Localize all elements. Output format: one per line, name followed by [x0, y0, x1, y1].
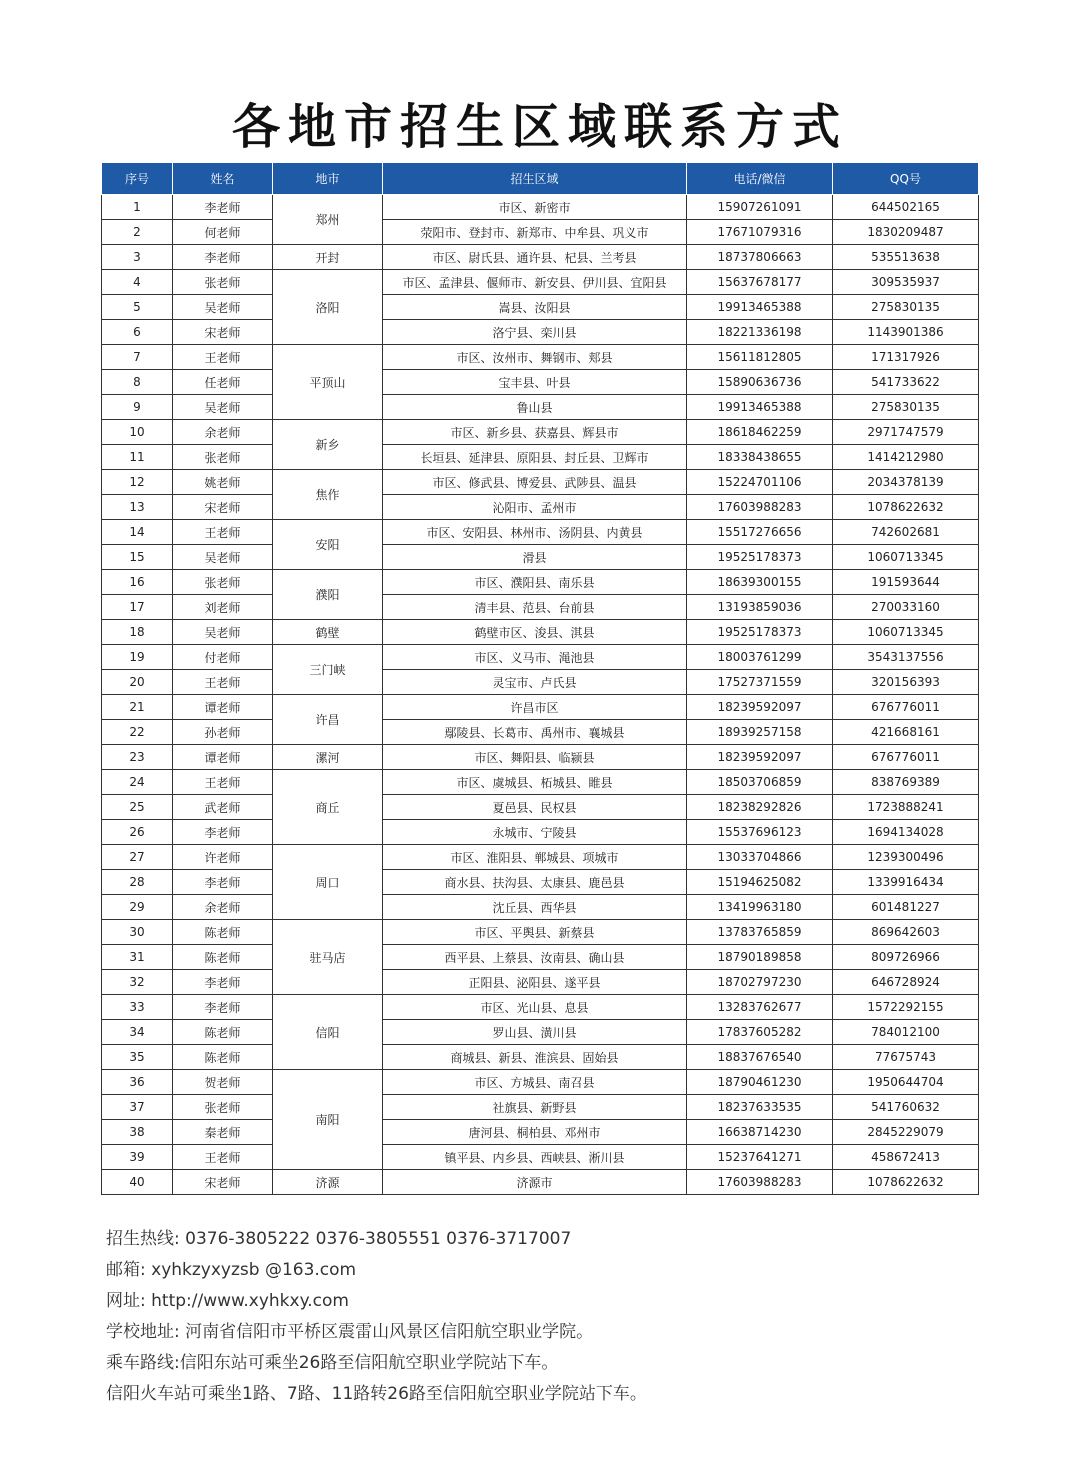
- table-row: [102, 395, 979, 420]
- phone-cell: 15237641271: [687, 1145, 833, 1170]
- header-city: 地市: [273, 163, 383, 195]
- qq-cell: 646728924: [833, 970, 979, 995]
- phone-cell: 19913465388: [687, 395, 833, 420]
- area-cell: 沈丘县、西华县: [383, 895, 687, 920]
- area-cell: 荥阳市、登封市、新郑市、中牟县、巩义市: [383, 220, 687, 245]
- phone-cell: 18618462259: [687, 420, 833, 445]
- row-number: 4: [102, 270, 173, 295]
- qq-cell: 676776011: [833, 695, 979, 720]
- phone-cell: 18239592097: [687, 745, 833, 770]
- phone-cell: 19913465388: [687, 295, 833, 320]
- teacher-name: 陈老师: [173, 945, 273, 970]
- teacher-name: 李老师: [173, 820, 273, 845]
- table-row: [102, 870, 979, 895]
- area-cell: 正阳县、泌阳县、遂平县: [383, 970, 687, 995]
- teacher-name: 陈老师: [173, 1020, 273, 1045]
- header-area: 招生区域: [383, 163, 687, 195]
- table-row: [102, 595, 979, 620]
- city-cell: 平顶山: [273, 345, 383, 420]
- phone-cell: 18790189858: [687, 945, 833, 970]
- row-number: 33: [102, 995, 173, 1020]
- phone-cell: 13283762677: [687, 995, 833, 1020]
- table-row: [102, 1120, 979, 1145]
- phone-cell: 15637678177: [687, 270, 833, 295]
- row-number: 1: [102, 195, 173, 220]
- area-cell: 市区、尉氏县、通许县、杞县、兰考县: [383, 245, 687, 270]
- qq-cell: 1950644704: [833, 1070, 979, 1095]
- area-cell: 市区、义马市、渑池县: [383, 645, 687, 670]
- row-number: 36: [102, 1070, 173, 1095]
- area-cell: 市区、光山县、息县: [383, 995, 687, 1020]
- area-cell: 灵宝市、卢氏县: [383, 670, 687, 695]
- header-qq: QQ号: [833, 163, 979, 195]
- phone-cell: 17527371559: [687, 670, 833, 695]
- city-cell: 三门峡: [273, 645, 383, 695]
- qq-cell: 2034378139: [833, 470, 979, 495]
- area-cell: 沁阳市、孟州市: [383, 495, 687, 520]
- phone-cell: 18221336198: [687, 320, 833, 345]
- city-cell: 信阳: [273, 995, 383, 1070]
- city-cell: 周口: [273, 845, 383, 920]
- row-number: 39: [102, 1145, 173, 1170]
- qq-cell: 1060713345: [833, 620, 979, 645]
- phone-cell: 13193859036: [687, 595, 833, 620]
- qq-cell: 1572292155: [833, 995, 979, 1020]
- area-cell: 市区、舞阳县、临颍县: [383, 745, 687, 770]
- qq-cell: 421668161: [833, 720, 979, 745]
- phone-cell: 18239592097: [687, 695, 833, 720]
- table-row: [102, 645, 979, 670]
- table-row: [102, 1020, 979, 1045]
- table-row: [102, 495, 979, 520]
- teacher-name: 姚老师: [173, 470, 273, 495]
- phone-cell: 13419963180: [687, 895, 833, 920]
- teacher-name: 陈老师: [173, 920, 273, 945]
- area-cell: 市区、安阳县、林州市、汤阴县、内黄县: [383, 520, 687, 545]
- qq-cell: 784012100: [833, 1020, 979, 1045]
- qq-cell: 1339916434: [833, 870, 979, 895]
- table-row: [102, 1170, 979, 1195]
- qq-cell: 742602681: [833, 520, 979, 545]
- qq-cell: 270033160: [833, 595, 979, 620]
- area-cell: 洛宁县、栾川县: [383, 320, 687, 345]
- teacher-name: 宋老师: [173, 495, 273, 520]
- table-row: [102, 345, 979, 370]
- contact-footer: [106, 1224, 1006, 1410]
- row-number: 12: [102, 470, 173, 495]
- phone-cell: 16638714230: [687, 1120, 833, 1145]
- area-cell: 市区、新密市: [383, 195, 687, 220]
- table-row: [102, 670, 979, 695]
- teacher-name: 谭老师: [173, 695, 273, 720]
- qq-cell: 275830135: [833, 295, 979, 320]
- qq-cell: 1723888241: [833, 795, 979, 820]
- hotline-text: 招生热线: 0376-3805222 0376-3805551 0376-3717007: [106, 1229, 572, 1249]
- table-row: [102, 1095, 979, 1120]
- table-body: [102, 195, 979, 1195]
- row-number: 32: [102, 970, 173, 995]
- table-row: [102, 320, 979, 345]
- area-cell: 唐河县、桐柏县、邓州市: [383, 1120, 687, 1145]
- qq-cell: 838769389: [833, 770, 979, 795]
- area-cell: 罗山县、潢川县: [383, 1020, 687, 1045]
- row-number: 20: [102, 670, 173, 695]
- teacher-name: 李老师: [173, 970, 273, 995]
- row-number: 38: [102, 1120, 173, 1145]
- table-row: [102, 245, 979, 270]
- area-cell: 西平县、上蔡县、汝南县、确山县: [383, 945, 687, 970]
- teacher-name: 吴老师: [173, 395, 273, 420]
- area-cell: 鹤壁市区、浚县、淇县: [383, 620, 687, 645]
- phone-cell: 19525178373: [687, 545, 833, 570]
- table-row: [102, 795, 979, 820]
- qq-cell: 320156393: [833, 670, 979, 695]
- table-row: [102, 1145, 979, 1170]
- qq-cell: 191593644: [833, 570, 979, 595]
- teacher-name: 王老师: [173, 670, 273, 695]
- teacher-name: 张老师: [173, 270, 273, 295]
- area-cell: 市区、修武县、博爱县、武陟县、温县: [383, 470, 687, 495]
- table-row: [102, 920, 979, 945]
- area-cell: 嵩县、汝阳县: [383, 295, 687, 320]
- row-number: 25: [102, 795, 173, 820]
- row-number: 27: [102, 845, 173, 870]
- area-cell: 市区、新乡县、获嘉县、辉县市: [383, 420, 687, 445]
- teacher-name: 王老师: [173, 1145, 273, 1170]
- qq-cell: 275830135: [833, 395, 979, 420]
- teacher-name: 秦老师: [173, 1120, 273, 1145]
- teacher-name: 陈老师: [173, 1045, 273, 1070]
- phone-cell: 18003761299: [687, 645, 833, 670]
- area-cell: 市区、方城县、南召县: [383, 1070, 687, 1095]
- area-cell: 社旗县、新野县: [383, 1095, 687, 1120]
- table-row: [102, 820, 979, 845]
- route-text-2: 信阳火车站可乘坐1路、7路、11路转26路至信阳航空职业学院站下车。: [106, 1384, 647, 1404]
- area-cell: 商水县、扶沟县、太康县、鹿邑县: [383, 870, 687, 895]
- row-number: 37: [102, 1095, 173, 1120]
- row-number: 26: [102, 820, 173, 845]
- teacher-name: 余老师: [173, 895, 273, 920]
- qq-cell: 601481227: [833, 895, 979, 920]
- row-number: 23: [102, 745, 173, 770]
- phone-cell: 15907261091: [687, 195, 833, 220]
- table-row: [102, 470, 979, 495]
- row-number: 2: [102, 220, 173, 245]
- teacher-name: 许老师: [173, 845, 273, 870]
- qq-cell: 1694134028: [833, 820, 979, 845]
- qq-cell: 77675743: [833, 1045, 979, 1070]
- phone-cell: 15611812805: [687, 345, 833, 370]
- table-row: [102, 620, 979, 645]
- teacher-name: 何老师: [173, 220, 273, 245]
- website-text: 网址: http://www.xyhkxy.com: [106, 1291, 349, 1311]
- area-cell: 宝丰县、叶县: [383, 370, 687, 395]
- table-row: [102, 1070, 979, 1095]
- row-number: 3: [102, 245, 173, 270]
- city-cell: 安阳: [273, 520, 383, 570]
- area-cell: 市区、平舆县、新蔡县: [383, 920, 687, 945]
- qq-cell: 1239300496: [833, 845, 979, 870]
- city-cell: 新乡: [273, 420, 383, 470]
- qq-cell: 1078622632: [833, 495, 979, 520]
- qq-cell: 644502165: [833, 195, 979, 220]
- header-no: 序号: [102, 163, 173, 195]
- teacher-name: 王老师: [173, 520, 273, 545]
- teacher-name: 孙老师: [173, 720, 273, 745]
- qq-cell: 309535937: [833, 270, 979, 295]
- row-number: 21: [102, 695, 173, 720]
- area-cell: 长垣县、延津县、原阳县、封丘县、卫辉市: [383, 445, 687, 470]
- qq-cell: 1143901386: [833, 320, 979, 345]
- city-cell: 漯河: [273, 745, 383, 770]
- area-cell: 商城县、新县、淮滨县、固始县: [383, 1045, 687, 1070]
- city-cell: 商丘: [273, 770, 383, 845]
- phone-cell: 19525178373: [687, 620, 833, 645]
- qq-cell: 171317926: [833, 345, 979, 370]
- table-row: [102, 720, 979, 745]
- qq-cell: 535513638: [833, 245, 979, 270]
- city-cell: 开封: [273, 245, 383, 270]
- qq-cell: 2971747579: [833, 420, 979, 445]
- qq-cell: 1060713345: [833, 545, 979, 570]
- area-cell: 滑县: [383, 545, 687, 570]
- table-row: [102, 695, 979, 720]
- area-cell: 鄢陵县、长葛市、禹州市、襄城县: [383, 720, 687, 745]
- area-cell: 鲁山县: [383, 395, 687, 420]
- teacher-name: 宋老师: [173, 320, 273, 345]
- phone-cell: 18790461230: [687, 1070, 833, 1095]
- phone-cell: 18237633535: [687, 1095, 833, 1120]
- teacher-name: 李老师: [173, 195, 273, 220]
- phone-cell: 15537696123: [687, 820, 833, 845]
- phone-cell: 15224701106: [687, 470, 833, 495]
- teacher-name: 李老师: [173, 995, 273, 1020]
- phone-cell: 17603988283: [687, 495, 833, 520]
- area-cell: 夏邑县、民权县: [383, 795, 687, 820]
- row-number: 6: [102, 320, 173, 345]
- city-cell: 濮阳: [273, 570, 383, 620]
- city-cell: 许昌: [273, 695, 383, 745]
- table-row: [102, 845, 979, 870]
- teacher-name: 李老师: [173, 870, 273, 895]
- table-row: [102, 995, 979, 1020]
- qq-cell: 2845229079: [833, 1120, 979, 1145]
- row-number: 8: [102, 370, 173, 395]
- table-row: [102, 970, 979, 995]
- teacher-name: 贺老师: [173, 1070, 273, 1095]
- row-number: 13: [102, 495, 173, 520]
- row-number: 10: [102, 420, 173, 445]
- row-number: 22: [102, 720, 173, 745]
- phone-cell: 18939257158: [687, 720, 833, 745]
- qq-cell: 809726966: [833, 945, 979, 970]
- table-row: [102, 295, 979, 320]
- row-number: 5: [102, 295, 173, 320]
- phone-cell: 17837605282: [687, 1020, 833, 1045]
- teacher-name: 吴老师: [173, 295, 273, 320]
- teacher-name: 张老师: [173, 1095, 273, 1120]
- teacher-name: 刘老师: [173, 595, 273, 620]
- area-cell: 清丰县、范县、台前县: [383, 595, 687, 620]
- qq-cell: 541733622: [833, 370, 979, 395]
- row-number: 28: [102, 870, 173, 895]
- phone-cell: 18639300155: [687, 570, 833, 595]
- qq-cell: 869642603: [833, 920, 979, 945]
- table-row: [102, 570, 979, 595]
- row-number: 30: [102, 920, 173, 945]
- area-cell: 市区、汝州市、舞钢市、郏县: [383, 345, 687, 370]
- teacher-name: 吴老师: [173, 545, 273, 570]
- phone-cell: 18503706859: [687, 770, 833, 795]
- phone-cell: 18737806663: [687, 245, 833, 270]
- phone-cell: 15517276656: [687, 520, 833, 545]
- teacher-name: 王老师: [173, 770, 273, 795]
- qq-cell: 676776011: [833, 745, 979, 770]
- area-cell: 镇平县、内乡县、西峡县、淅川县: [383, 1145, 687, 1170]
- city-cell: 焦作: [273, 470, 383, 520]
- qq-cell: 1830209487: [833, 220, 979, 245]
- table-row: [102, 745, 979, 770]
- phone-cell: 15890636736: [687, 370, 833, 395]
- row-number: 18: [102, 620, 173, 645]
- phone-cell: 18338438655: [687, 445, 833, 470]
- row-number: 17: [102, 595, 173, 620]
- row-number: 24: [102, 770, 173, 795]
- phone-cell: 17671079316: [687, 220, 833, 245]
- route-text-1: 乘车路线:信阳东站可乘坐26路至信阳航空职业学院站下车。: [106, 1353, 559, 1373]
- table-row: [102, 1045, 979, 1070]
- qq-cell: 541760632: [833, 1095, 979, 1120]
- city-cell: 济源: [273, 1170, 383, 1195]
- table-row: [102, 420, 979, 445]
- row-number: 14: [102, 520, 173, 545]
- row-number: 29: [102, 895, 173, 920]
- teacher-name: 吴老师: [173, 620, 273, 645]
- header-phone: 电话/微信: [687, 163, 833, 195]
- table-row: [102, 545, 979, 570]
- qq-cell: 1414212980: [833, 445, 979, 470]
- qq-cell: 3543137556: [833, 645, 979, 670]
- table-row: [102, 520, 979, 545]
- city-cell: 鹤壁: [273, 620, 383, 645]
- teacher-name: 付老师: [173, 645, 273, 670]
- area-cell: 市区、虞城县、柘城县、睢县: [383, 770, 687, 795]
- teacher-name: 武老师: [173, 795, 273, 820]
- city-cell: 洛阳: [273, 270, 383, 345]
- row-number: 34: [102, 1020, 173, 1045]
- area-cell: 市区、濮阳县、南乐县: [383, 570, 687, 595]
- address-text: 学校地址: 河南省信阳市平桥区震雷山风景区信阳航空职业学院。: [106, 1322, 594, 1342]
- row-number: 16: [102, 570, 173, 595]
- table-row: [102, 270, 979, 295]
- teacher-name: 谭老师: [173, 745, 273, 770]
- row-number: 31: [102, 945, 173, 970]
- phone-cell: 15194625082: [687, 870, 833, 895]
- area-cell: 许昌市区: [383, 695, 687, 720]
- row-number: 19: [102, 645, 173, 670]
- teacher-name: 张老师: [173, 570, 273, 595]
- city-cell: 驻马店: [273, 920, 383, 995]
- teacher-name: 张老师: [173, 445, 273, 470]
- table-row: [102, 445, 979, 470]
- phone-cell: 13033704866: [687, 845, 833, 870]
- row-number: 40: [102, 1170, 173, 1195]
- area-cell: 市区、孟津县、偃师市、新安县、伊川县、宜阳县: [383, 270, 687, 295]
- row-number: 7: [102, 345, 173, 370]
- contact-table: [101, 162, 979, 1195]
- table-row: [102, 195, 979, 220]
- area-cell: 永城市、宁陵县: [383, 820, 687, 845]
- header-name: 姓名: [173, 163, 273, 195]
- table-row: [102, 770, 979, 795]
- row-number: 11: [102, 445, 173, 470]
- table-row: [102, 370, 979, 395]
- phone-cell: 13783765859: [687, 920, 833, 945]
- phone-cell: 17603988283: [687, 1170, 833, 1195]
- phone-cell: 18238292826: [687, 795, 833, 820]
- teacher-name: 李老师: [173, 245, 273, 270]
- teacher-name: 宋老师: [173, 1170, 273, 1195]
- table-row: [102, 945, 979, 970]
- email-text: 邮箱: xyhkzyxyzsb @163.com: [106, 1260, 357, 1280]
- row-number: 35: [102, 1045, 173, 1070]
- area-cell: 市区、淮阳县、郸城县、项城市: [383, 845, 687, 870]
- table-row: [102, 220, 979, 245]
- teacher-name: 余老师: [173, 420, 273, 445]
- city-cell: 南阳: [273, 1070, 383, 1170]
- teacher-name: 王老师: [173, 345, 273, 370]
- qq-cell: 1078622632: [833, 1170, 979, 1195]
- table-header-row: [102, 163, 979, 195]
- city-cell: 郑州: [273, 195, 383, 245]
- phone-cell: 18702797230: [687, 970, 833, 995]
- row-number: 9: [102, 395, 173, 420]
- table-row: [102, 895, 979, 920]
- area-cell: 济源市: [383, 1170, 687, 1195]
- phone-cell: 18837676540: [687, 1045, 833, 1070]
- row-number: 15: [102, 545, 173, 570]
- teacher-name: 任老师: [173, 370, 273, 395]
- page-title: 各地市招生区域联系方式: [231, 99, 848, 155]
- qq-cell: 458672413: [833, 1145, 979, 1170]
